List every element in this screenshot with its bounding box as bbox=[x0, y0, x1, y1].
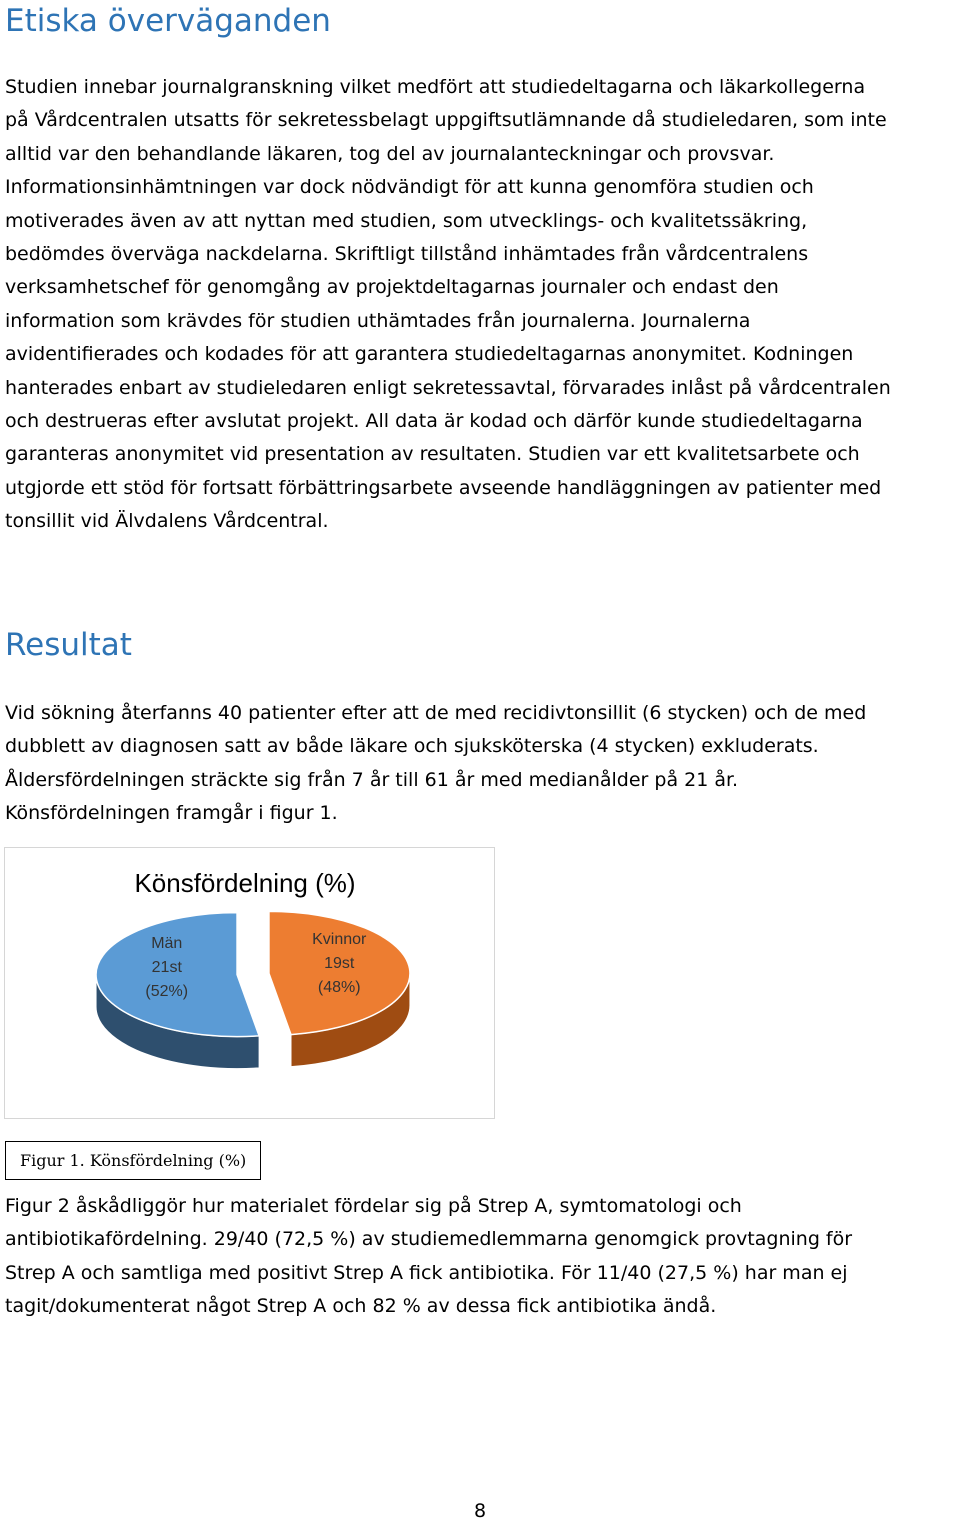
results-2-line: Strep A och samtliga med positivt Strep A fick antibiotika. För 11/40 (27,5 %) har man ej bbox=[5, 1261, 848, 1284]
pie-chart-svg bbox=[5, 848, 496, 1120]
ethics-line: information som krävdes för studien uthämtades från journalerna. Journalerna bbox=[5, 309, 751, 332]
results-2-line: antibiotikafördelning. 29/40 (72,5 %) av studiemedlemmarna genomgick provtagning för bbox=[5, 1228, 853, 1251]
results-paragraph-1 bbox=[5, 697, 866, 831]
gender-pie-chart bbox=[4, 847, 495, 1119]
ethics-line: Informationsinhämtningen var dock nödvändigt för att kunna genomföra studien och bbox=[5, 176, 814, 199]
ethics-line: tonsillit vid Älvdalens Vårdcentral. bbox=[5, 510, 329, 533]
figure-caption: Figur 1. Könsfördelning (%) bbox=[5, 1141, 261, 1180]
ethics-line: bedömdes överväga nackdelarna. Skriftligt tillstånd inhämtades från vårdcentralens bbox=[5, 243, 809, 266]
pie-slice-label: Kvinnor bbox=[312, 931, 367, 949]
ethics-line: avidentifierades och kodades för att garantera studiedeltagarnas anonymitet. Kodningen bbox=[5, 343, 854, 366]
results-1-line: dubblett av diagnosen satt av både läkare och sjuksköterska (4 stycken) exkluderats. bbox=[5, 735, 819, 758]
page-number: 8 bbox=[473, 1500, 487, 1522]
pie-labels bbox=[145, 931, 367, 1000]
ethics-line: på Vårdcentralen utsatts för sekretessbelagt uppgiftsutlämnande då studieledaren, som inte bbox=[5, 109, 887, 132]
ethics-line: motiverades även av att nyttan med studien, som utvecklings- och kvalitetssäkring, bbox=[5, 209, 808, 232]
ethics-line: och destrueras efter avslutat projekt. All data är kodad och därför kunde studiedeltagarna bbox=[5, 410, 863, 433]
ethics-line: hanterades enbart av studieledaren enligt sekretessavtal, förvarades inlåst på vårdcentralen bbox=[5, 376, 891, 399]
ethics-line: verksamhetschef för genomgång av projektdeltagarnas journaler och endast den bbox=[5, 276, 779, 299]
results-paragraph-2 bbox=[5, 1190, 852, 1324]
results-1-line: Könsfördelningen framgår i figur 1. bbox=[5, 802, 338, 825]
ethics-line: Studien innebar journalgranskning vilket medfört att studiedeltagarna och läkarkollegerna bbox=[5, 76, 866, 98]
pie-slice-label: Män bbox=[151, 934, 183, 952]
results-2-line: Figur 2 åskådliggör hur materialet fördelar sig på Strep A, symtomatologi och bbox=[5, 1195, 742, 1217]
pie-slice-label: (52%) bbox=[145, 982, 189, 1000]
section-heading-ethics: Etiska överväganden bbox=[5, 3, 331, 39]
results-2-line: tagit/dokumenterat något Strep A och 82 % av dessa fick antibiotika ändå. bbox=[5, 1295, 717, 1318]
results-1-line: Vid sökning återfanns 40 patienter efter att de med recidivtonsillit (6 stycken) och de med bbox=[5, 702, 867, 724]
chart-title: Könsfördelning (%) bbox=[134, 868, 356, 898]
ethics-line: utgjorde ett stöd för fortsatt förbättringsarbete avseende handläggningen av patienter med bbox=[5, 476, 882, 499]
results-1-line: Åldersfördelningen sträckte sig från 7 år till 61 år med medianålder på 21 år. bbox=[5, 768, 739, 791]
pie-slice-label: 21st bbox=[151, 958, 182, 976]
pie-slice-label: 19st bbox=[324, 955, 355, 973]
ethics-paragraph bbox=[5, 71, 891, 539]
ethics-line: alltid var den behandlande läkaren, tog del av journalanteckningar och provsvar. bbox=[5, 142, 775, 165]
pie-slice-label: (48%) bbox=[317, 979, 361, 997]
section-heading-results: Resultat bbox=[5, 627, 132, 663]
ethics-line: garanteras anonymitet vid presentation av resultaten. Studien var ett kvalitetsarbete och bbox=[5, 443, 860, 466]
